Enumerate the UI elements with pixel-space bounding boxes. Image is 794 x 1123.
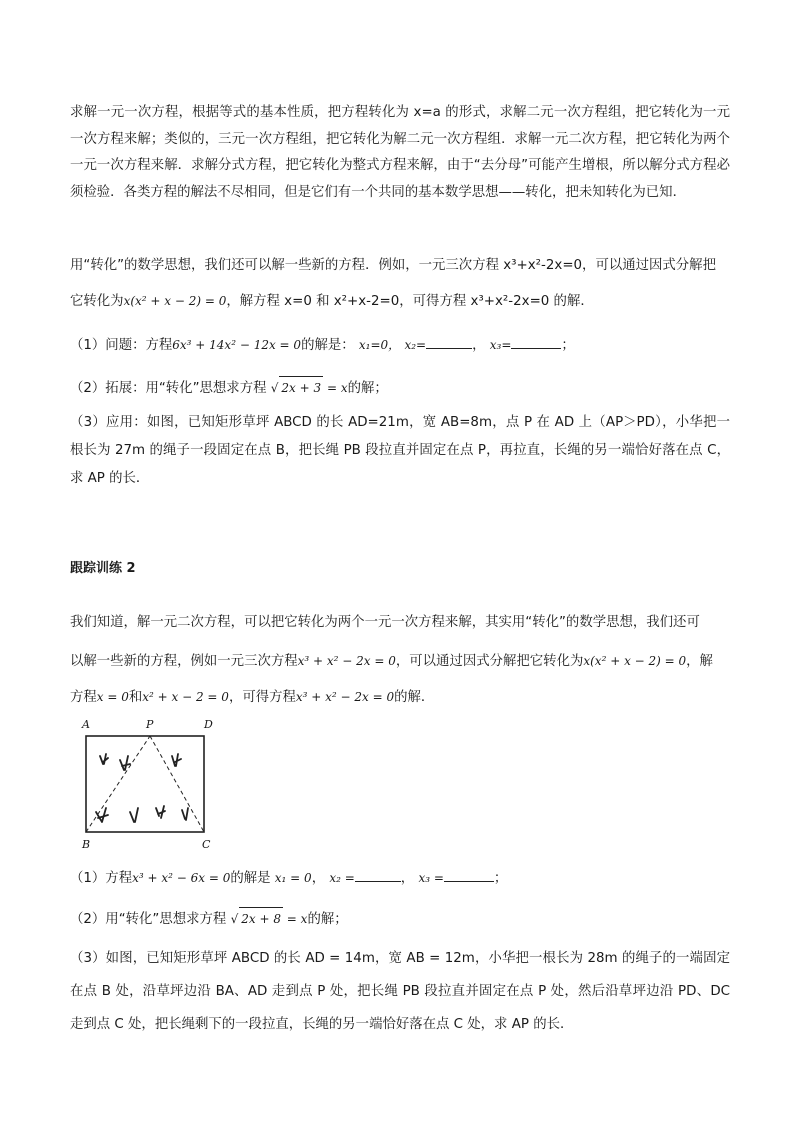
grass-tufts: [96, 754, 188, 822]
example-text-2-pre: 它转化为: [70, 294, 124, 309]
q2-rhs: = x: [326, 381, 348, 395]
example-text-1: 用“转化”的数学思想，我们还可以解一些新的方程．例如，一元三次方程 x³+x²-2x=0，可以通过因式分解把: [70, 258, 716, 273]
q1-x2-label: x₂=: [404, 338, 427, 352]
p2q2-prefix: （2）用“转化”思想求方程: [70, 912, 227, 927]
p2q1-x3-label: x₃ =: [418, 871, 444, 885]
p2q1-x2-blank[interactable]: [355, 869, 401, 882]
question-1-2: [70, 376, 730, 400]
p2q1-sep-1: ，: [311, 871, 326, 886]
intro-paragraph: [70, 100, 730, 206]
p2q1-end: ；: [493, 871, 508, 886]
part2-text-b-end: ，解: [686, 654, 713, 669]
vertex-label-c: C: [202, 838, 211, 851]
part2-text-b-mid: ，可以通过因式分解把它转化为: [395, 654, 584, 669]
p2q1-prefix: （1）方程: [70, 871, 133, 886]
part2-cubic: x³ + x² − 2x = 0: [297, 654, 396, 668]
q3-text: （3）应用：如图，已知矩形草坪 ABCD 的长 AD=21m，宽 AB=8m，点 P 在 AD 上（AP＞PD），小华把一根长为 27m 的绳子一段固定在点 B，把长绳 PB 段拉直并固定在点 P，再拉直，长绳的另一端恰好落在点 C，求 AP 的长．: [70, 415, 730, 486]
p2-radicand: 2x + 8: [239, 907, 283, 930]
p2-sqrt-expression: √ 2x + 8 = x: [231, 912, 308, 926]
radicand: 2x + 3: [279, 376, 323, 399]
question-2-3: [70, 942, 730, 1041]
p2q1-x3-blank[interactable]: [444, 869, 494, 882]
q1-x3-label: x₃=: [489, 338, 512, 352]
part2-factored: x(x² + x − 2) = 0: [583, 654, 687, 668]
p2q2-end: 的解；: [307, 912, 348, 927]
part2-and: 和: [128, 690, 143, 705]
q1-prefix: （1）问题：方程: [70, 338, 173, 353]
intro-text: 求解一元一次方程，根据等式的基本性质，把方程转化为 x=a 的形式，求解二元一次方程组，把它转化为一元一次方程来解；类似的，三元一次方程组，把它转化为解二元一次方程组．求解一元二次方程，把它转化为两个一元一次方程来解．求解分式方程，把它转化为整式方程来解，由于“去分母”可能产生增根，所以解分式方程必须检验．各类方程的解法不尽相同，但是它们有一个共同的基本数学思想——转化，把未知转化为已知．: [70, 105, 730, 200]
example-text-2-post: ，解方程 x=0 和 x²+x-2=0，可得方程 x³+x²-2x=0 的解．: [226, 294, 594, 309]
q1-equation: 6x³ + 14x² − 12x = 0: [172, 338, 302, 352]
q1-x2-blank[interactable]: [426, 336, 472, 349]
rope-segment-bp: [86, 736, 150, 832]
part2-text-c-end: 的解．: [394, 690, 435, 705]
q1-end: ；: [561, 338, 575, 353]
vertex-label-b: B: [82, 838, 91, 851]
part2-intro-line-2: [70, 650, 730, 673]
question-2-1: [70, 867, 730, 890]
part2-intro-line-1: [70, 612, 730, 634]
p2q1-x2-label: x₂ =: [329, 871, 355, 885]
vertex-label-d: D: [204, 718, 213, 731]
p2q1-mid: 的解是: [230, 871, 271, 886]
part2-quadratic: x² + x − 2 = 0: [142, 690, 229, 704]
p2q3-text: （3）如图，已知矩形草坪 ABCD 的长 AD = 14m，宽 AB = 12m，小华把一根长为 28m 的绳子的一端固定在点 B 处，沿草坪边沿 BA、AD 走到点 P 处，把长绳 PB 段拉直并固定在点 P 处，然后沿草坪边沿 PD、DC 走到点 C 处，把长绳剩下的一段拉直，长绳的另一端恰好落在点 C 处，求 AP 的长．: [70, 951, 730, 1032]
part2-cubic-2: x³ + x² − 2x = 0: [295, 690, 395, 704]
part2-text-c-pre: 方程: [70, 690, 97, 705]
intro-example-line-1: [70, 255, 730, 277]
p2q2-rhs: = x: [286, 912, 308, 926]
p2q1-equation: x³ + x² − 6x = 0: [132, 871, 231, 885]
q1-sep: ，: [472, 338, 486, 353]
question-1-1: [70, 334, 730, 357]
question-2-2: [70, 907, 730, 931]
intro-example-line-2: [70, 290, 730, 313]
lawn-diagram: [78, 718, 228, 858]
lawn-figure: [78, 718, 228, 858]
heading-text: 跟踪训练 2: [70, 561, 136, 576]
vertex-label-p: P: [146, 718, 154, 731]
q2-prefix: （2）拓展：用“转化”思想求方程: [70, 381, 267, 396]
sqrt-expression: √ 2x + 3 = x: [271, 381, 348, 395]
q1-x3-blank[interactable]: [511, 336, 561, 349]
p2q1-x1: x₁ = 0: [274, 871, 312, 885]
factored-equation: x(x² + x − 2) = 0: [123, 294, 227, 308]
q2-end: 的解；: [347, 381, 388, 396]
vertex-label-a: A: [82, 718, 90, 731]
q1-x1: x₁=0，: [358, 338, 401, 352]
p2q1-sep-2: ，: [400, 871, 415, 886]
part2-text-c-mid: ，可得方程: [228, 690, 296, 705]
part2-eq-x0: x = 0: [96, 690, 129, 704]
q1-mid: 的解是：: [301, 338, 355, 353]
part2-text-b-pre: 以解一些新的方程，例如一元三次方程: [70, 654, 298, 669]
part2-text-a: 我们知道，解一元二次方程，可以把它转化为两个一元一次方程来解，其实用“转化”的数学思想，我们还可: [70, 615, 700, 630]
part2-intro-line-3: [70, 686, 730, 709]
section-heading: [70, 557, 730, 576]
question-1-3: [70, 409, 730, 493]
rope-segment-pc: [150, 736, 204, 832]
